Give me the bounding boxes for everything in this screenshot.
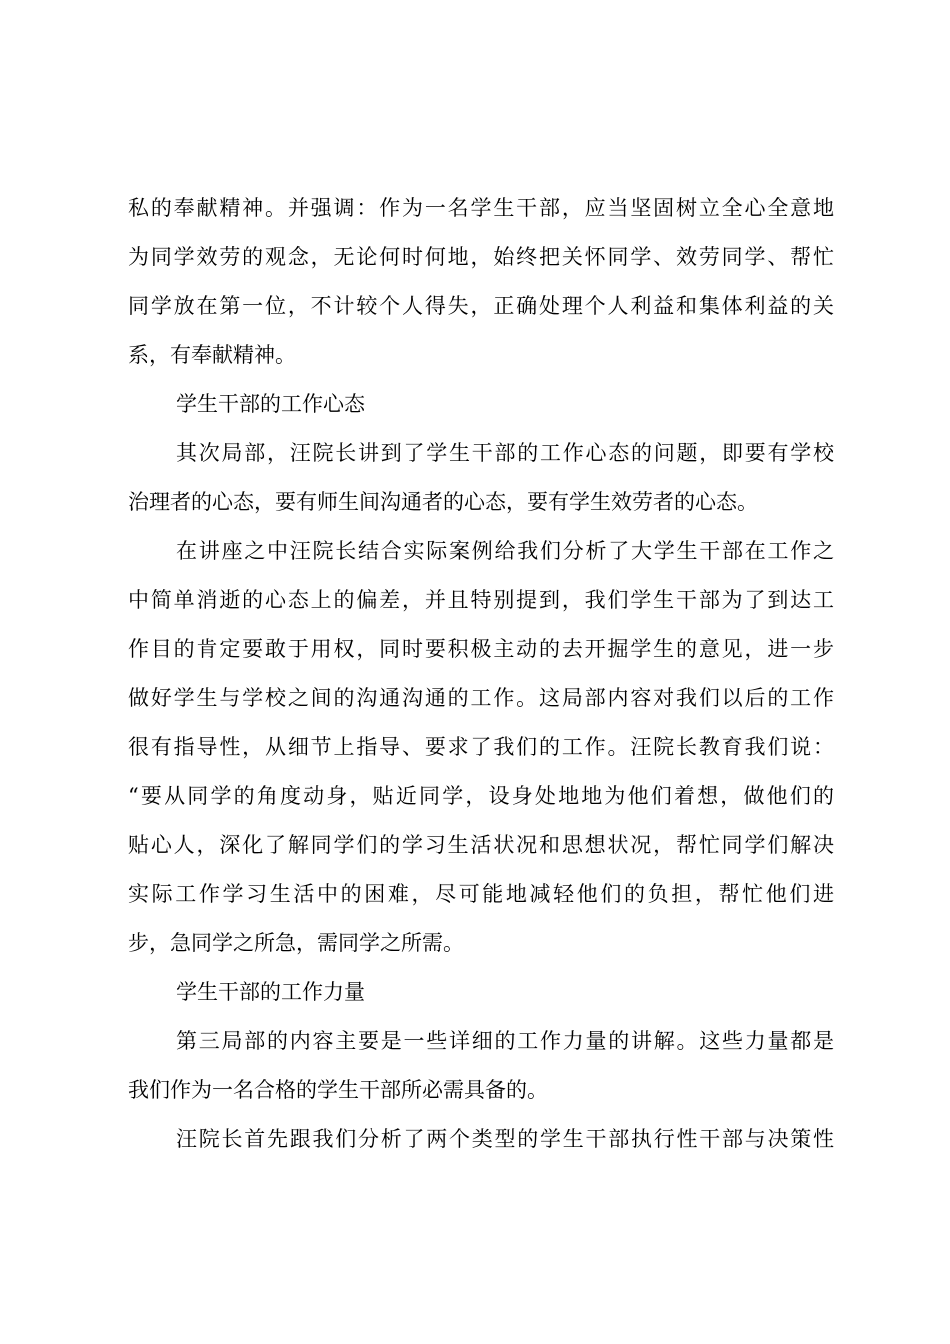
text-line: 在讲座之中汪院长结合实际案例给我们分析了大学生干部在工作之	[176, 539, 834, 563]
text-line: 同学放在第一位，不计较个人得失，正确处理个人利益和集体利益的关	[128, 294, 834, 318]
text-line: 治理者的心态，要有师生间沟通者的心态，要有学生效劳者的心态。	[128, 490, 758, 514]
text-line: 我们作为一名合格的学生干部所必需具备的。	[128, 1078, 548, 1102]
text-line: 作目的肯定要敢于用权，同时要积极主动的去开掘学生的意见，进一步	[128, 637, 834, 661]
text-line: 中简单消逝的心态上的偏差，并且特别提到，我们学生干部为了到达工	[128, 588, 834, 612]
text-line: 实际工作学习生活中的困难，尽可能地减轻他们的负担，帮忙他们进	[128, 882, 834, 906]
text-line: 其次局部，汪院长讲到了学生干部的工作心态的问题，即要有学校	[176, 441, 834, 465]
text-line: 私的奉献精神。并强调：作为一名学生干部，应当坚固树立全心全意地	[128, 196, 834, 220]
document-body	[128, 188, 834, 1168]
section-heading: 学生干部的工作心态	[176, 392, 365, 416]
text-line: 汪院长首先跟我们分析了两个类型的学生干部执行性干部与决策性	[176, 1127, 834, 1151]
text-line: 很有指导性，从细节上指导、要求了我们的工作。汪院长教育我们说：	[128, 735, 834, 759]
text-line: 第三局部的内容主要是一些详细的工作力量的讲解。这些力量都是	[176, 1029, 834, 1053]
text-line: “要从同学的角度动身，贴近同学，设身处地地为他们着想，做他们的	[128, 784, 834, 808]
text-line: 为同学效劳的观念，无论何时何地，始终把关怀同学、效劳同学、帮忙	[128, 245, 834, 269]
section-heading: 学生干部的工作力量	[176, 980, 365, 1004]
text-line: 步，急同学之所急，需同学之所需。	[128, 931, 464, 955]
text-line: 贴心人，深化了解同学们的学习生活状况和思想状况，帮忙同学们解决	[128, 833, 834, 857]
text-line: 系，有奉献精神。	[128, 343, 296, 367]
text-line: 做好学生与学校之间的沟通沟通的工作。这局部内容对我们以后的工作	[128, 686, 834, 710]
